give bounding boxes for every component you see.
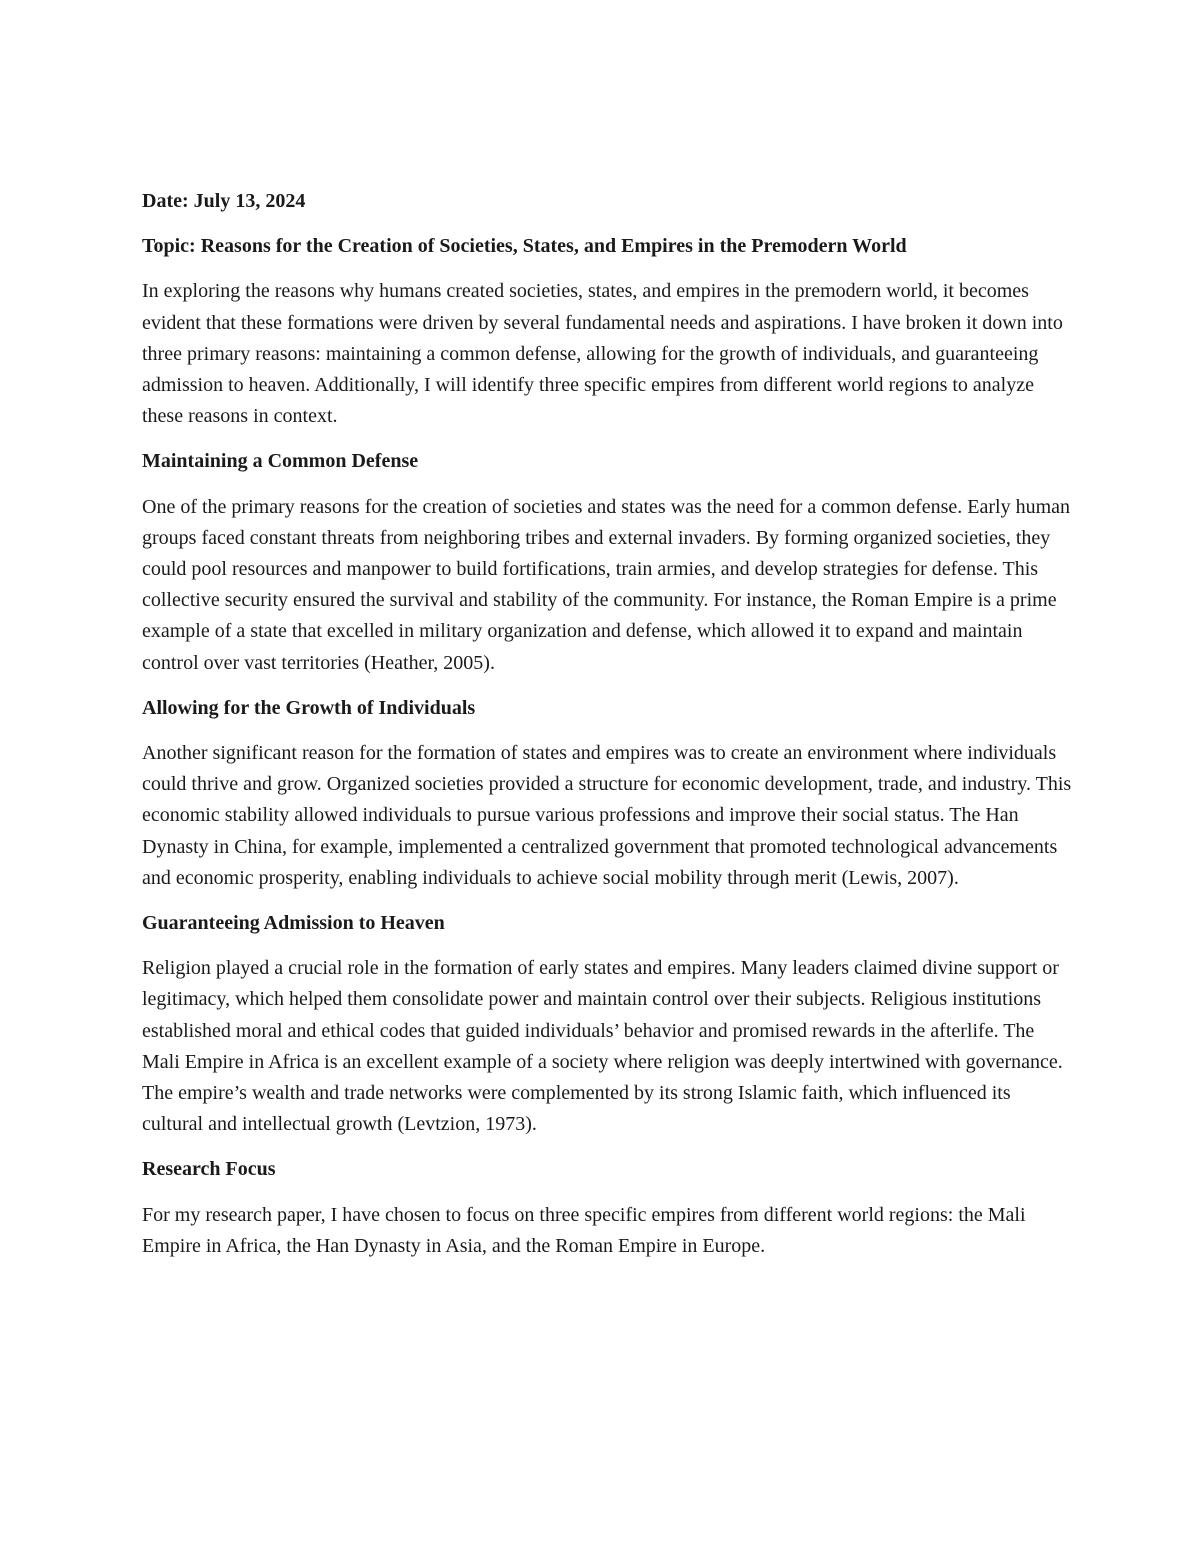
section-body-admission-to-heaven: Religion played a crucial role in the formation of early states and empires. Many leaders claimed divine support or legitimacy, which helped them consolidate power and maintain control over their subjects. Religious institutions established moral and ethical codes that guided individuals’ behavior and promised rewards in the afterlife. The Mali Empire in Africa is an excellent example of a society where religion was deeply intertwined with governance. The empire’s wealth and trade networks were complemented by its strong Islamic faith, which influenced its cultural and intellectual growth (Levtzion, 1973).: [142, 957, 1063, 1136]
section-heading-common-defense: Maintaining a Common Defense: [142, 450, 419, 473]
document-page: [142, 186, 1072, 1276]
section-body-research-focus: For my research paper, I have chosen to focus on three specific empires from different world regions: the Mali Empire in Africa, the Han Dynasty in Asia, and the Roman Empire in Europe.: [142, 1203, 1026, 1257]
section-body-growth-of-individuals: Another significant reason for the formation of states and empires was to create an environment where individuals could thrive and grow. Organized societies provided a structure for economic development, trade, and industry. This economic stability allowed individuals to pursue various professions and improve their social status. The Han Dynasty in China, for example, implemented a centralized government that promoted technological advancements and economic prosperity, enabling individuals to achieve social mobility through merit (Lewis, 2007).: [142, 742, 1072, 889]
section-heading-growth-of-individuals: Allowing for the Growth of Individuals: [142, 696, 476, 719]
date-line: Date: July 13, 2024: [142, 190, 306, 212]
intro-paragraph: In exploring the reasons why humans created societies, states, and empires in the premodern world, it becomes evident that these formations were driven by several fundamental needs and aspirations. I have broken it down into three primary reasons: maintaining a common defense, allowing for the growth of individuals, and guaranteeing admission to heaven. Additionally, I will identify three specific empires from different world regions to analyze these reasons in context.: [142, 280, 1063, 428]
section-heading-admission-to-heaven: Guaranteeing Admission to Heaven: [142, 912, 445, 935]
topic-line: Topic: Reasons for the Creation of Societies, States, and Empires in the Premodern World: [142, 235, 907, 258]
section-body-common-defense: One of the primary reasons for the creation of societies and states was the need for a common defense. Early human groups faced constant threats from neighboring tribes and external invaders. By forming organized societies, they could pool resources and manpower to build fortifications, train armies, and develop strategies for defense. This collective security ensured the survival and stability of the community. For instance, the Roman Empire is a prime example of a state that excelled in military organization and defense, which allowed it to expand and maintain control over vast territories (Heather, 2005).: [142, 495, 1070, 674]
section-heading-research-focus: Research Focus: [142, 1158, 276, 1181]
